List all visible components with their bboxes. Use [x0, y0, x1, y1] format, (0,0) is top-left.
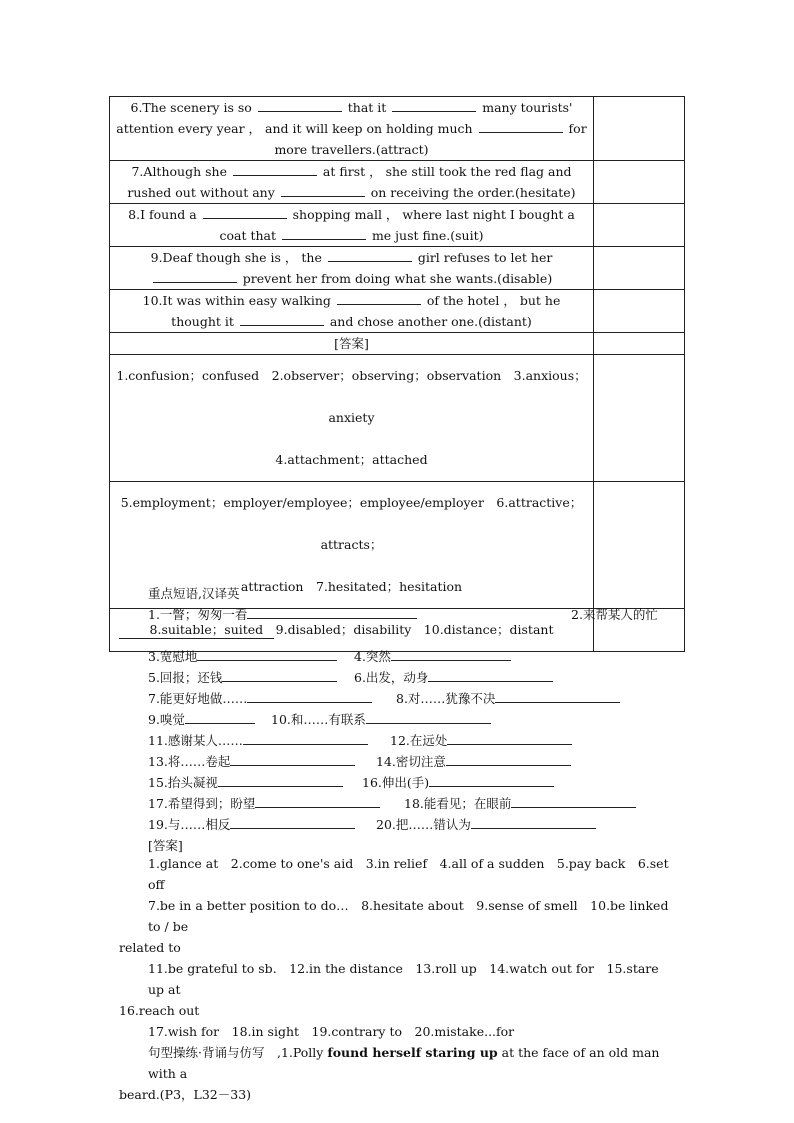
question-6: 6.The scenery is so that it many tourists' attention every year ， and it will keep on holding much for more travellers.(attract) [110, 97, 594, 161]
answer-blank[interactable] [240, 313, 324, 326]
answer-blank[interactable] [479, 120, 563, 133]
phrase-item-19: 19.与……相反 [148, 815, 355, 833]
phrase-item-18: 18.能看见；在眼前 [404, 794, 636, 812]
phrase-item-8: 8.对……犹豫不决 [396, 689, 620, 707]
phrase-item-2: 2.来帮某人的忙 [571, 607, 658, 622]
exercise-table [109, 96, 685, 652]
answer-blank[interactable] [203, 206, 287, 219]
question-10: 10.It was within easy walking of the hotel ， but he thought it and chose another one.(distant) [110, 290, 594, 333]
phrase-item-5: 5.回报；还钱 [148, 668, 337, 686]
answer-blank[interactable] [328, 249, 412, 262]
phrase-item-13: 13.将……卷起 [148, 752, 355, 770]
phrases-answer-header: [答案] [148, 838, 183, 853]
side-cell [594, 333, 685, 355]
sentence-drill: 句型操练·背诵与仿写 ,1.Polly found herself staring up at the face of an old man with a [148, 1045, 660, 1081]
answer-row-2: 5.employment；employer/employee；employee/employer 6.attractive；attracts； attraction 7.hesitated；hesitation [110, 482, 594, 609]
phrase-item-2-blank [119, 626, 274, 642]
phrases-answers: 1.glance at 2.come to one's aid 3.in relief 4.all of a sudden 5.pay back 6.set off 7.be in a better position to do… 8.hesitate about 9.sense of smell 10.be linked to / be related to 11.be grateful to sb. 12.in the distance 13.roll up 14.watch out for 15.stare up at 16.reach out 17.wish for 18.in sight 19.contrary to 20.mistake...for 句型操练·背诵与仿写 ,1.Polly found herself staring up at the face of an old man with a beard.(P3，L32－33) [119, 853, 675, 1105]
side-cell [594, 247, 685, 290]
phrase-item-10: 10.和……有联系 [271, 710, 491, 728]
side-cell [594, 204, 685, 247]
phrases-heading: 重点短语,汉译英 [148, 586, 240, 601]
phrase-item-1: 1.一瞥；匆匆一看 [148, 605, 417, 623]
answer-blank[interactable] [337, 292, 421, 305]
answer-blank[interactable] [153, 270, 237, 283]
side-cell [594, 290, 685, 333]
side-cell [594, 355, 685, 482]
side-cell [594, 97, 685, 161]
answer-row-1: 1.confusion；confused 2.observer；observing；observation 3.anxious；anxiety 4.attachment；attached [110, 355, 594, 482]
phrase-item-14: 14.密切注意 [376, 752, 571, 770]
phrase-item-15: 15.抬头凝视 [148, 773, 343, 791]
phrase-item-7: 7.能更好地做…… [148, 689, 372, 707]
phrase-item-17: 17.希望得到；盼望 [148, 794, 380, 812]
question-8: 8.I found a shopping mall ， where last night I bought a coat that me just fine.(suit) [110, 204, 594, 247]
side-cell [594, 482, 685, 609]
answer-blank[interactable] [392, 99, 476, 112]
answer-blank[interactable] [281, 184, 365, 197]
phrase-item-3: 3.宽慰地 [148, 647, 337, 665]
question-9: 9.Deaf though she is ， the girl refuses to let her prevent her from doing what she wants.(disable) [110, 247, 594, 290]
answer-blank[interactable] [258, 99, 342, 112]
question-7: 7.Although she at first ， she still took the red flag and rushed out without any on receiving the order.(hesitate) [110, 161, 594, 204]
phrase-item-6: 6.出发，动身 [354, 668, 553, 686]
phrase-item-9: 9.嗅觉 [148, 710, 255, 728]
answer-header: [答案] [110, 333, 594, 355]
phrase-item-4: 4.突然 [354, 647, 511, 665]
answer-blank[interactable] [282, 227, 366, 240]
side-cell [594, 161, 685, 204]
phrase-item-12: 12.在远处 [390, 731, 572, 749]
answer-row-3: 8.suitable；suited 9.disabled；disability 10.distance；distant [110, 609, 594, 652]
phrase-item-16: 16.伸出(手) [362, 773, 554, 791]
answer-blank[interactable] [233, 163, 317, 176]
phrase-item-20: 20.把……错认为 [376, 815, 596, 833]
phrase-item-11: 11.感谢某人…… [148, 731, 368, 749]
